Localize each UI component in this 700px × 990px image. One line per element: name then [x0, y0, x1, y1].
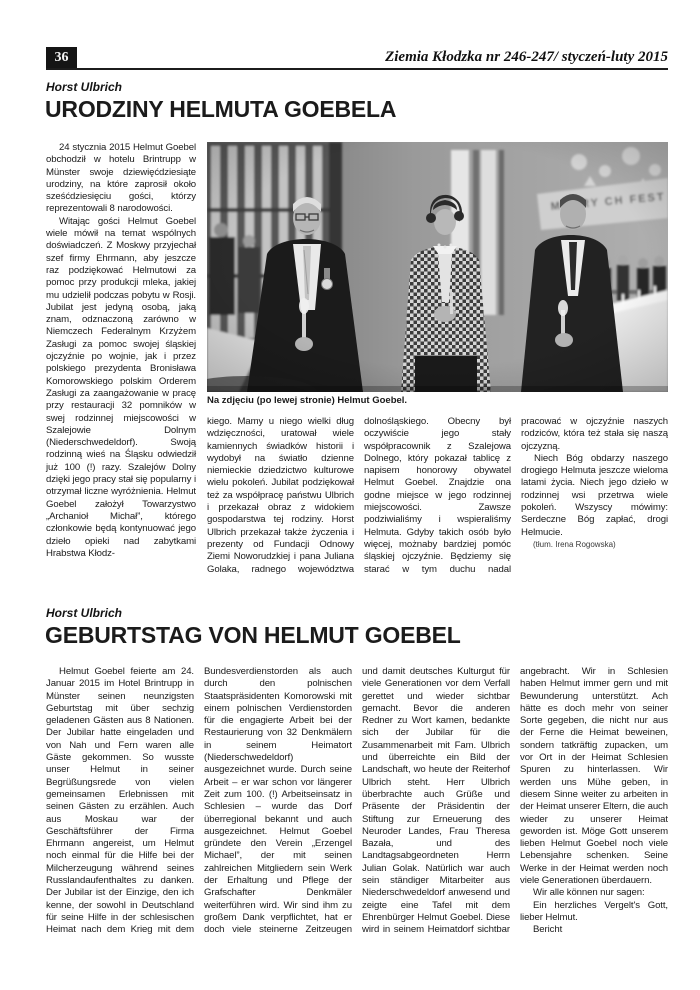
paragraph: Bericht — [533, 924, 563, 936]
article1-author: Horst Ulbrich — [46, 80, 123, 94]
paragraph: kiego. Mamy u niego wielki dług wdzięczności, uratował wiele kamiennych świadków historii i wydobył na światło dzienne niemieckie dziedzictwo kulturowe wielu pokoleń. Jubilat podziękował też za współpracę państwu Ulbrich i przekazał obraz z widokiem gospodarstwa tej rodziny. Horst Ulbrich przekazał także życzenia i prezenty od Fundacji Odnowy Ziemi Noworudzkiej i pana Juliana Golaka, radnego województwa dolnośląskiego. Obecny był oczywiście jego stały współpracownik z Szalejowa Dolnego, który pokazał tablicę z napisem honorowy obywatel Helmut Goebel. Znajdzie ona godne miejsce w jego rodzinnej miejscowości. Zawsze podziwialiśmy i wspieraliśmy Helmuta. Gdyby takich osób było więcej, możnaby bardziej pomóc śląskiej ojczyźnie. Będziemy się starać w tym duchu nadal pracować w ojczyźnie naszych rodziców, która też stała się naszą ojczyzną. — [207, 416, 668, 575]
article1-headline: URODZINY HELMUTA GOEBELA — [45, 96, 397, 122]
article2-body-columns — [46, 666, 668, 946]
paragraph: Niech Bóg obdarzy naszego drogiego Helmuta jeszcze wieloma latami życia. Niech jego dzieło w rodzinnej wsi przetrwa wiele pokoleń. Wszyscy mówimy: Serdeczne Bóg zapłać, drogi Helmucie. — [521, 452, 668, 538]
article2-headline: GEBURTSTAG VON HELMUT GOEBEL — [45, 622, 461, 648]
paragraph: Witając gości Helmut Goebel wiele mówił na temat wspólnych doświadczeń. Z Moskwy przyjechał szef firmy Ehrmann, aby jeszcze raz podziękować Helmutowi za pomoc przy produkcji mleka, jakiej mu udzielił podczas pobytu w Rosji. Jubilat jest jedyną osobą, jaką znam, odznaczoną zarówno w Niemczech Federalnym Krzyżem Zasługi za pomoc swojej śląskiej ojczyźnie po wojnie, jak i przez polskiego prezydenta Bronisława Komorowskiego polskim Orderem Zasługi za zaangażowanie w pracę przy restauracji 32 pomników w swej rodzinnej miejscowości w Szalejowie Dolnym (Niederschwedeldorf). Swoją rodzinną wieś na Śląsku odwiedził już 100 (!) razy. Szalejów Dolny dzięki jego pracy stał się popularny i otrzymał liczne wyróżnienia. Helmut Goebel założył Towarzystwo „Archanioł Michał”, którego członkowie będą kontynuować jego dzieło opieki nad zabytkami Hrabstwa Kłodz- — [46, 215, 196, 559]
page-header — [46, 47, 668, 70]
article1-column-1 — [46, 142, 196, 592]
article1-continuation-columns — [207, 416, 668, 592]
journal-title: Ziemia Kłodzka nr 246-247/ styczeń-luty 2015 — [385, 49, 668, 65]
paragraph: Ein herzliches Vergelt's Gott, lieber Helmut. — [520, 899, 668, 923]
article2-author: Horst Ulbrich — [46, 606, 123, 620]
article-photo — [207, 142, 668, 392]
photo-caption: Na zdjęciu (po lewej stronie) Helmut Goebel. — [207, 395, 408, 406]
article1-body — [46, 142, 668, 592]
paragraph: Wir alle können nur sagen: — [533, 887, 645, 899]
paragraph: 24 stycznia 2015 Helmut Goebel obchodził w hotelu Brintrupp w Münster swoje dziewięćdziesiąte urodziny, na które zaprosił około sześćdziesięciu gości, którzy reprezentowali 8 narodowości. — [46, 142, 196, 215]
paragraph: Helmut Goebel feierte am 24. Januar 2015 im Hotel Brintrupp in Münster seinen neunzigsten Geburtstag mit über sechzig geladenen Gästen aus 8 Nationen. Der Jubilar hatte eingeladen und von Nah und Fern waren alle Gäste gekommen. So wusste unser Helmut in seiner Begrüßungsrede von vielen gemeinsamen Erlebnissen mit seinen Gästen zu erzählen. Auch aus Moskau war der Geschäftsführer der Firma Ehrmann angereist, um Helmut noch einmal für die Hilfe bei der Milcherzeugung während seines Russlandaufenthaltes zu danken. Der Jubilar ist der Einzige, den ich kenne, der sowohl in Deutschland für seine Hilfe in der schlesischen Heimat nach dem Krieg mit dem Bundesverdienstorden als auch durch den polnischen Staatspräsidenten Komorowski mit einem polnischen Verdienstorden für die engagierte Arbeit bei der Restaurierung von 32 Denkmälern in seinem Heimatort (Niederschwedeldorf) ausgezeichnet wurde. Durch seine Arbeit – er war schon vor längerer Zeit zum 100. (!) Arbeitseinsatz in Schlesien – wurde das Dorf überregional bekannt und auch ausgezeichnet. Helmut Goebel gründete den Verein „Erzengel Michael”, der mit seinen zahlreichen Mitgliedern sein Werk der Erhaltung und Pflege der Grafschafter Denkmäler weiterführen wird. Wir sind ihm zu großem Dank verpflichtet, hat er doch viele steinerne Zeitzeugen und damit deutsches Kulturgut für viele Generationen vor dem Verfall gerettet und wieder sichtbar gemacht. Bevor die anderen Redner zu Wort kamen, bedankte sich der Jubilar für die Zusammenarbeit mit Fam. Ulbrich und überreichte ein Bild der Landschaft, wo heute der Reiterhof Ulbrich steht. Herr Ulbrich überbrachte auch Grüße und Präsente der Präsidentin der Stiftung zur Erneuerung des Neuroder Landes, Frau Theresa Bazała, und des Landtagsabgeordneten Herrn Julian Golak. Natürlich war auch sein ständiger Mitarbeiter aus Niederschwedeldorf anwesend und zeigte eine Tafel mit dem Ehrenbürger Helmut Goebel. Diese wird in seinem Heimatdorf sichtbar angebracht. Wir in Schlesien haben Helmut immer gern und mit Bewunderung unterstützt. Ach hätte es doch mehr von seiner Sorte gegeben, die nicht nur aus der Ferne die Heimat beweinen, sondern tatkräftig zupacken, um vor Ort in der Heimat Schlesien Spuren zu hinterlassen. Wir werden uns Mühe geben, in diesem Sinne weiter zu arbeiten in der Heimat unserer Eltern, die auch wieder zu unserer Heimat geworden ist. Möge Gott unserem lieben Helmut Goebel noch viele Lebensjahre schenken. Seine Werke in der Heimat werden noch viele Generationen überdauern. — [46, 666, 668, 936]
article-figure — [207, 142, 668, 406]
translator-credit: (tłum. Irena Rogowska) — [533, 539, 616, 549]
page-number: 36 — [46, 47, 77, 68]
